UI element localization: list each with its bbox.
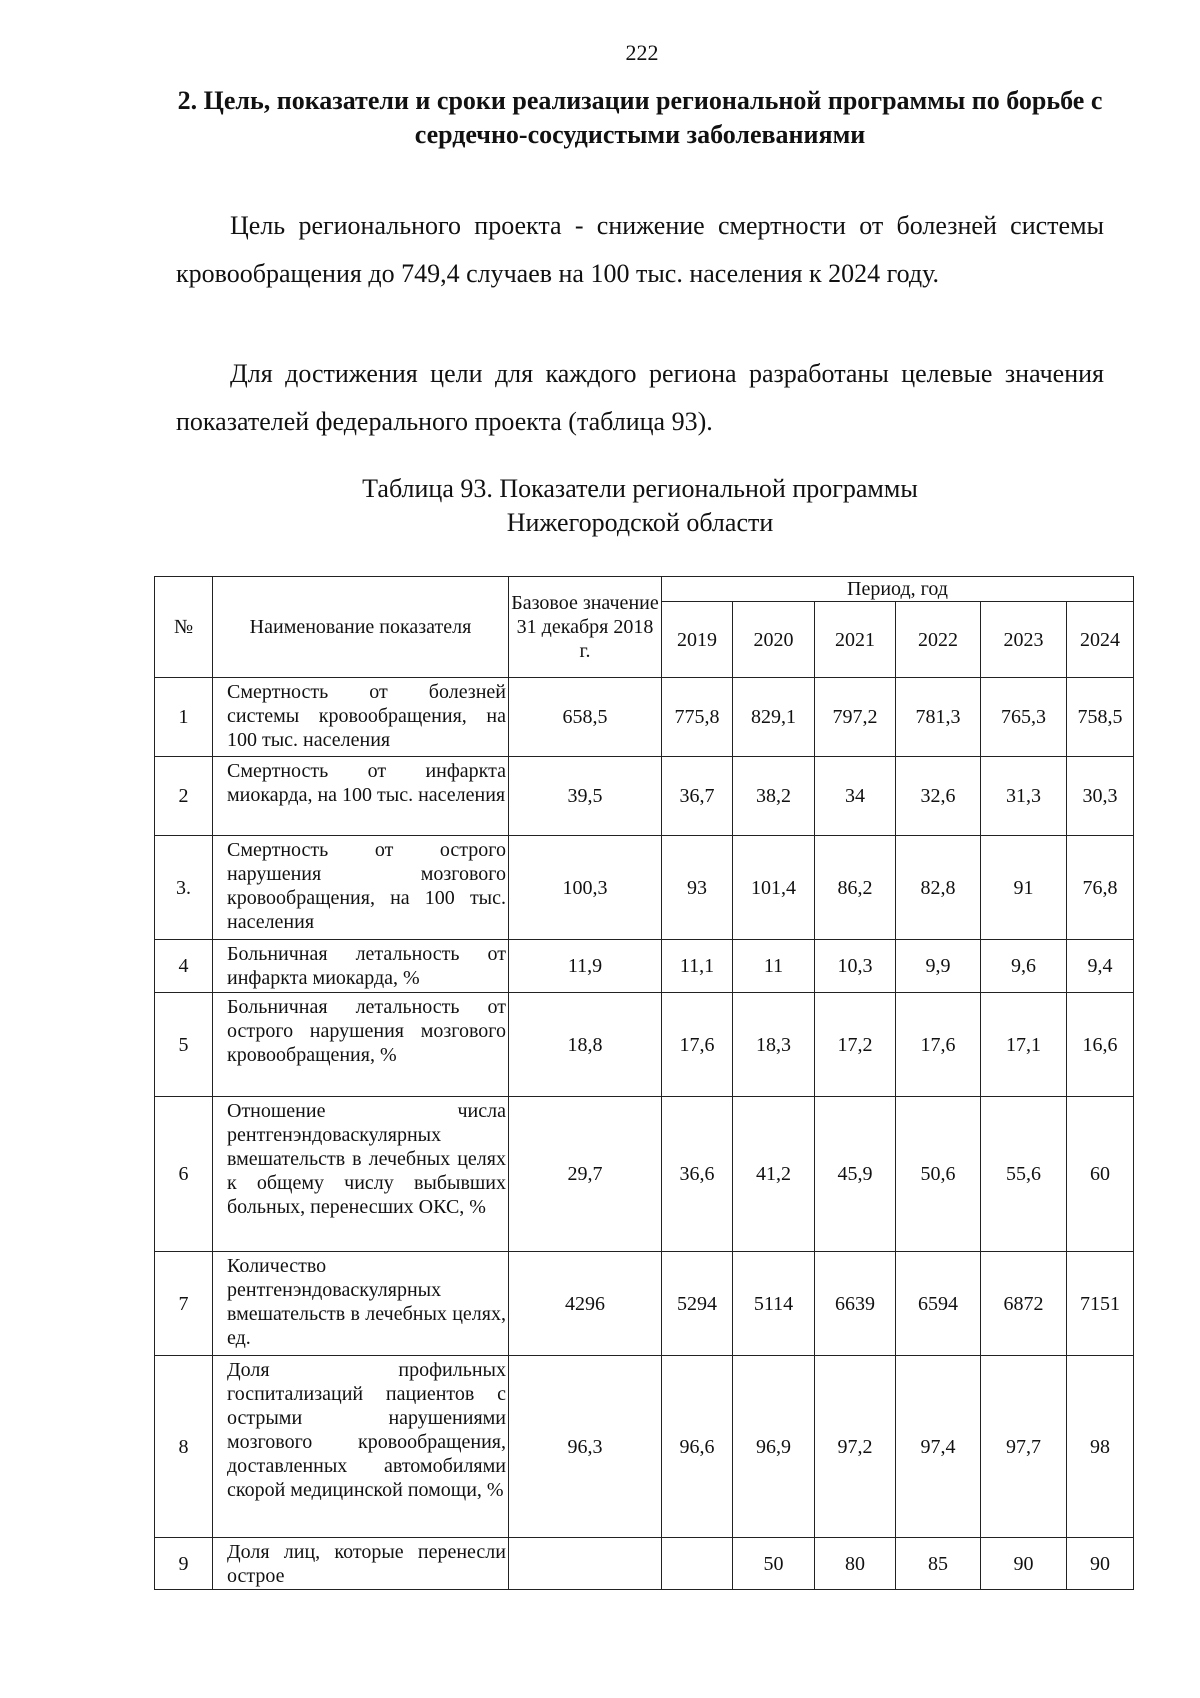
cell-num: 5	[155, 993, 213, 1097]
cell-year-value: 91	[981, 836, 1067, 940]
cell-year-value: 93	[662, 836, 733, 940]
cell-year-value: 829,1	[733, 678, 815, 757]
cell-year-value: 7151	[1067, 1252, 1134, 1356]
table-row	[155, 993, 1134, 1097]
cell-year-value: 90	[1067, 1538, 1134, 1590]
cell-year-value: 6594	[896, 1252, 981, 1356]
paragraph-goal: Цель регионального проекта - снижение смертности от болезней системы кровообращения до 749,4 случаев на 100 тыс. населения к 2024 году.	[176, 211, 1104, 288]
table-row	[155, 940, 1134, 993]
header-year: 2022	[896, 602, 981, 678]
cell-year-value: 5114	[733, 1252, 815, 1356]
table-header-row	[155, 577, 1134, 602]
cell-year-value: 758,5	[1067, 678, 1134, 757]
cell-year-value: 80	[815, 1538, 896, 1590]
cell-year-value: 97,2	[815, 1356, 896, 1538]
table-caption-line2: Нижегородской области	[506, 508, 774, 537]
header-year: 2023	[981, 602, 1067, 678]
cell-indicator-name: Доля профильных госпитализаций пациентов с острыми нарушениями мозгового кровообращения, доставленных автомобилями скорой медицинской помощи, %	[213, 1356, 509, 1538]
cell-year-value: 765,3	[981, 678, 1067, 757]
cell-year-value: 36,7	[662, 757, 733, 836]
cell-year-value: 96,6	[662, 1356, 733, 1538]
cell-year-value: 41,2	[733, 1097, 815, 1252]
header-year: 2021	[815, 602, 896, 678]
cell-indicator-name: Смертность от острого нарушения мозгового кровообращения, на 100 тыс. населения	[213, 836, 509, 940]
cell-indicator-name: Больничная летальность от инфаркта миокарда, %	[213, 940, 509, 993]
cell-base-value: 18,8	[509, 993, 662, 1097]
cell-year-value: 17,2	[815, 993, 896, 1097]
cell-year-value: 9,6	[981, 940, 1067, 993]
header-year: 2020	[733, 602, 815, 678]
cell-year-value: 6639	[815, 1252, 896, 1356]
cell-year-value: 50	[733, 1538, 815, 1590]
cell-year-value: 36,6	[662, 1097, 733, 1252]
cell-year-value: 797,2	[815, 678, 896, 757]
table-row	[155, 1097, 1134, 1252]
cell-year-value: 82,8	[896, 836, 981, 940]
cell-base-value: 11,9	[509, 940, 662, 993]
cell-year-value: 11,1	[662, 940, 733, 993]
cell-year-value: 17,1	[981, 993, 1067, 1097]
cell-year-value: 17,6	[896, 993, 981, 1097]
header-year: 2019	[662, 602, 733, 678]
cell-indicator-name: Смертность от инфаркта миокарда, на 100 тыс. населения	[213, 757, 509, 836]
cell-year-value: 97,7	[981, 1356, 1067, 1538]
table-row	[155, 1356, 1134, 1538]
cell-base-value: 29,7	[509, 1097, 662, 1252]
cell-base-value: 658,5	[509, 678, 662, 757]
cell-year-value: 9,9	[896, 940, 981, 993]
cell-num: 4	[155, 940, 213, 993]
cell-year-value: 34	[815, 757, 896, 836]
cell-year-value: 86,2	[815, 836, 896, 940]
table-caption	[176, 472, 1104, 540]
cell-base-value: 100,3	[509, 836, 662, 940]
cell-year-value: 17,6	[662, 993, 733, 1097]
table-row	[155, 1252, 1134, 1356]
cell-year-value: 31,3	[981, 757, 1067, 836]
table-row	[155, 836, 1134, 940]
cell-year-value: 9,4	[1067, 940, 1134, 993]
table-caption-line1: Таблица 93. Показатели региональной программы	[362, 474, 918, 503]
cell-indicator-name: Доля лиц, которые перенесли острое	[213, 1538, 509, 1590]
cell-year-value: 775,8	[662, 678, 733, 757]
cell-num: 7	[155, 1252, 213, 1356]
cell-year-value: 45,9	[815, 1097, 896, 1252]
cell-year-value: 90	[981, 1538, 1067, 1590]
indicators-table	[154, 576, 1134, 1590]
cell-year-value: 97,4	[896, 1356, 981, 1538]
cell-year-value: 32,6	[896, 757, 981, 836]
section-heading: 2. Цель, показатели и сроки реализации региональной программы по борьбе с сердечно-сосудистыми заболеваниями	[177, 86, 1103, 149]
header-num: №	[155, 577, 213, 678]
cell-year-value: 10,3	[815, 940, 896, 993]
paragraph-targets: Для достижения цели для каждого региона разработаны целевые значения показателей федерального проекта (таблица 93).	[176, 359, 1104, 436]
header-name: Наименование показателя	[213, 577, 509, 678]
cell-year-value: 5294	[662, 1252, 733, 1356]
cell-base-value: 39,5	[509, 757, 662, 836]
cell-year-value: 18,3	[733, 993, 815, 1097]
cell-indicator-name: Отношение числа рентгенэндоваскулярных вмешательств в лечебных целях к общему числу выбывших больных, перенесших ОКС, %	[213, 1097, 509, 1252]
cell-year-value: 96,9	[733, 1356, 815, 1538]
cell-year-value: 781,3	[896, 678, 981, 757]
cell-num: 8	[155, 1356, 213, 1538]
cell-year-value: 55,6	[981, 1097, 1067, 1252]
cell-num: 3.	[155, 836, 213, 940]
header-base: Базовое значение 31 декабря 2018 г.	[509, 577, 662, 678]
cell-year-value: 38,2	[733, 757, 815, 836]
header-period: Период, год	[662, 577, 1134, 602]
cell-num: 1	[155, 678, 213, 757]
header-year: 2024	[1067, 602, 1134, 678]
cell-year-value: 76,8	[1067, 836, 1134, 940]
cell-year-value: 16,6	[1067, 993, 1134, 1097]
table-row	[155, 678, 1134, 757]
cell-year-value: 101,4	[733, 836, 815, 940]
cell-num: 9	[155, 1538, 213, 1590]
cell-year-value: 85	[896, 1538, 981, 1590]
cell-num: 2	[155, 757, 213, 836]
cell-base-value: 4296	[509, 1252, 662, 1356]
cell-year-value	[662, 1538, 733, 1590]
cell-year-value: 60	[1067, 1097, 1134, 1252]
cell-num: 6	[155, 1097, 213, 1252]
cell-year-value: 50,6	[896, 1097, 981, 1252]
page-number: 222	[625, 40, 659, 65]
cell-indicator-name: Больничная летальность от острого нарушения мозгового кровообращения, %	[213, 993, 509, 1097]
cell-indicator-name: Смертность от болезней системы кровообращения, на 100 тыс. населения	[213, 678, 509, 757]
table-row	[155, 757, 1134, 836]
cell-base-value	[509, 1538, 662, 1590]
cell-year-value: 30,3	[1067, 757, 1134, 836]
cell-year-value: 11	[733, 940, 815, 993]
table-row	[155, 1538, 1134, 1590]
cell-base-value: 96,3	[509, 1356, 662, 1538]
cell-year-value: 98	[1067, 1356, 1134, 1538]
cell-indicator-name: Количество рентгенэндоваскулярных вмешательств в лечебных целях, ед.	[213, 1252, 509, 1356]
cell-year-value: 6872	[981, 1252, 1067, 1356]
